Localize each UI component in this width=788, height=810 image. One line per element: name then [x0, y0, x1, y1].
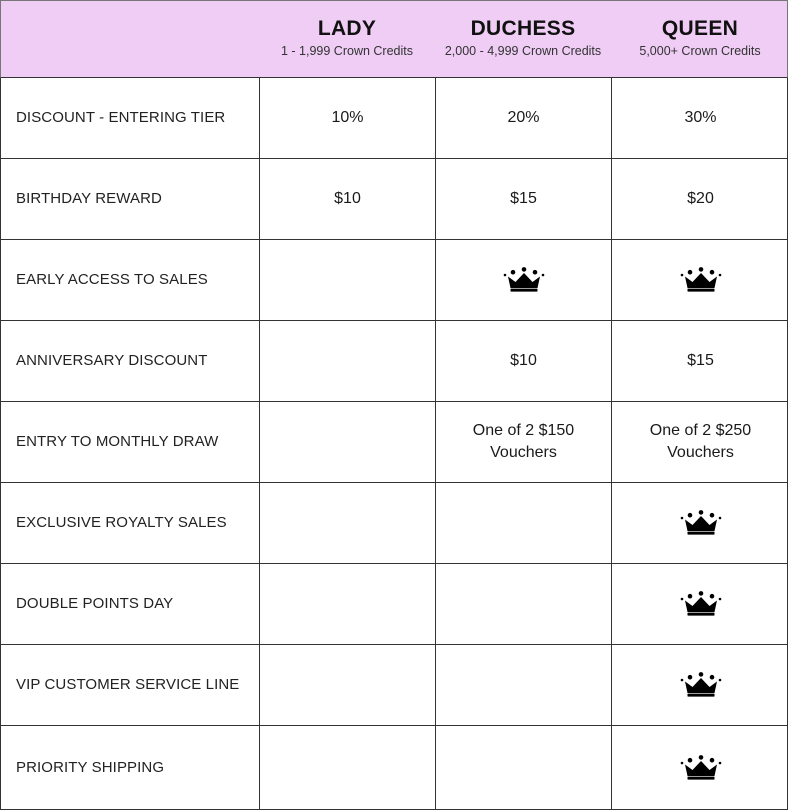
crown-icon [679, 267, 723, 293]
cell-duchess [435, 402, 611, 482]
table-body [0, 78, 788, 810]
cell-value: One of 2 $250 Vouchers [649, 422, 752, 461]
table-row [0, 564, 788, 645]
tier-name: LADY [317, 16, 377, 40]
cell-value: $15 [687, 352, 714, 369]
tier-range: 1 - 1,999 Crown Credits [280, 43, 413, 58]
row-label: PRIORITY SHIPPING [16, 758, 165, 776]
cell-value: 20% [507, 109, 540, 126]
table-row [0, 402, 788, 483]
tier-range: 2,000 - 4,999 Crown Credits [444, 43, 602, 58]
cell-value: $15 [510, 190, 537, 207]
cell-queen [611, 321, 788, 401]
row-label: ENTRY TO MONTHLY DRAW [16, 433, 219, 450]
cell-lady [259, 240, 435, 320]
crown-icon [679, 672, 723, 698]
cell-queen [611, 78, 788, 158]
crown-icon [679, 591, 723, 617]
cell-value: $20 [687, 190, 714, 207]
table-row [0, 483, 788, 564]
tier-name: DUCHESS [470, 16, 576, 40]
cell-value: 30% [684, 109, 717, 126]
cell-lady [259, 321, 435, 401]
tier-name: QUEEN [661, 16, 739, 40]
cell-duchess [435, 240, 611, 320]
cell-lady [259, 159, 435, 239]
cell-value: One of 2 $150 Vouchers [472, 422, 575, 461]
cell-duchess [435, 483, 611, 563]
header-tier-lady [259, 1, 435, 77]
table-row [0, 159, 788, 240]
row-label: EARLY ACCESS TO SALES [16, 271, 208, 288]
cell-queen [611, 159, 788, 239]
cell-lady [259, 78, 435, 158]
cell-value: 10% [331, 109, 364, 126]
cell-lady [259, 402, 435, 482]
cell-queen [611, 564, 788, 644]
cell-duchess [435, 726, 611, 809]
row-label: DOUBLE POINTS DAY [16, 595, 174, 612]
table-row [0, 78, 788, 159]
table-row [0, 645, 788, 726]
cell-queen [611, 645, 788, 725]
cell-value: $10 [510, 352, 537, 369]
cell-queen [611, 483, 788, 563]
table-header [0, 0, 788, 78]
header-blank-cell [1, 1, 259, 77]
cell-lady [259, 726, 435, 809]
row-label: BIRTHDAY REWARD [16, 190, 162, 207]
table-row [0, 240, 788, 321]
tier-range: 5,000+ Crown Credits [639, 43, 761, 58]
cell-lady [259, 564, 435, 644]
header-tier-duchess [435, 1, 611, 77]
cell-duchess [435, 159, 611, 239]
row-label: ANNIVERSARY DISCOUNT [16, 352, 208, 369]
table-row [0, 726, 788, 810]
cell-queen [611, 402, 788, 482]
cell-queen [611, 240, 788, 320]
cell-duchess [435, 564, 611, 644]
crown-icon [679, 510, 723, 536]
cell-queen [611, 726, 788, 809]
cell-duchess [435, 78, 611, 158]
crown-icon [679, 755, 723, 781]
header-tier-queen [611, 1, 788, 77]
cell-duchess [435, 321, 611, 401]
cell-value: $10 [334, 190, 361, 207]
cell-lady [259, 483, 435, 563]
cell-duchess [435, 645, 611, 725]
row-label: EXCLUSIVE ROYALTY SALES [16, 514, 227, 531]
crown-icon [502, 267, 546, 293]
cell-lady [259, 645, 435, 725]
row-label: DISCOUNT - ENTERING TIER [16, 109, 226, 126]
row-label: VIP CUSTOMER SERVICE LINE [16, 676, 240, 693]
table-row [0, 321, 788, 402]
